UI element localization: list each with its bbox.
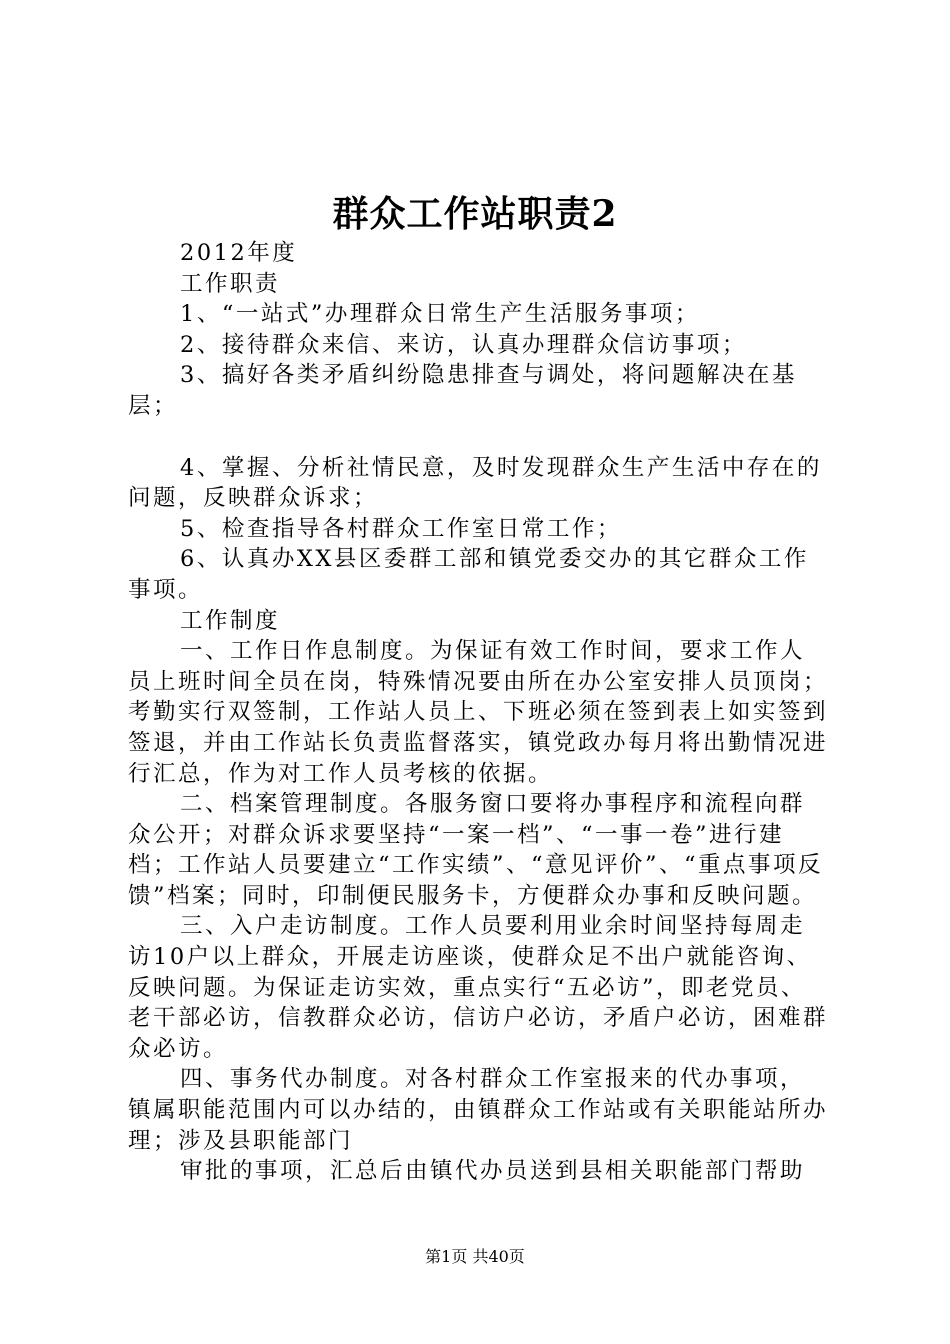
system-paragraph-4-continued: 审批的事项，汇总后由镇代办员送到县相关职能部门帮助 bbox=[180, 1158, 806, 1185]
document-title: 群众工作站职责2 bbox=[332, 193, 618, 235]
duty-item-4: 4、掌握、分析社情民意，及时发现群众生产生活中存在的问题，反映群众诉求； bbox=[128, 454, 822, 512]
duty-item-5: 5、检查指导各村群众工作室日常工作； bbox=[180, 515, 622, 542]
year-line: 2012年度 bbox=[180, 240, 298, 266]
duty-item-3: 3、搞好各类矛盾纠纷隐患排查与调处，将问题解决在基层； bbox=[128, 362, 797, 419]
system-paragraph-2: 二、档案管理制度。各服务窗口要将办事程序和流程向群众公开；对群众诉求要坚持“一案一档”、“一事一卷”进行建档；工作站人员要建立“工作实绩”、“意见评价”、“重点事项反馈”档案；同时，印制便民服务卡，方便群众办事和反映问题。 bbox=[128, 791, 824, 909]
system-paragraph-1: 一、工作日作息制度。为保证有效工作时间，要求工作人员上班时间全员在岗，特殊情况要由所在办公室安排人员顶岗；考勤实行双签制，工作站人员上、下班必须在签到表上如实签到签退，并由工作站长负责监督落实，镇党政办每月将出勤情况进行汇总，作为对工作人员考核的依据。 bbox=[128, 638, 829, 787]
duty-item-1: 1、“一站式”办理群众日常生产生活服务事项； bbox=[180, 301, 700, 328]
section-heading-system: 工作制度 bbox=[180, 607, 281, 634]
page-footer: 第1页 共40页 bbox=[425, 1247, 525, 1266]
duty-item-2: 2、接待群众来信、来访，认真办理群众信访事项； bbox=[180, 331, 747, 358]
document-body bbox=[128, 238, 828, 1187]
paragraph-gap bbox=[128, 422, 828, 453]
duty-item-6: 6、认真办XX县区委群工部和镇党委交办的其它群众工作事项。 bbox=[128, 546, 809, 603]
system-paragraph-3: 三、入户走访制度。工作人员要利用业余时间坚持每周走访10户以上群众，开展走访座谈，使群众足不出户就能咨询、反映问题。为保证走访实效，重点实行“五必访”，即老党员、老干部必访，信教群众必访，信访户必访，矛盾户必访，困难群众必访。 bbox=[128, 913, 829, 1062]
system-paragraph-4: 四、事务代办制度。对各村群众工作室报来的代办事项，镇属职能范围内可以办结的，由镇群众工作站或有关职能站所办理；涉及县职能部门 bbox=[128, 1066, 829, 1154]
section-heading-duties: 工作职责 bbox=[180, 270, 281, 297]
